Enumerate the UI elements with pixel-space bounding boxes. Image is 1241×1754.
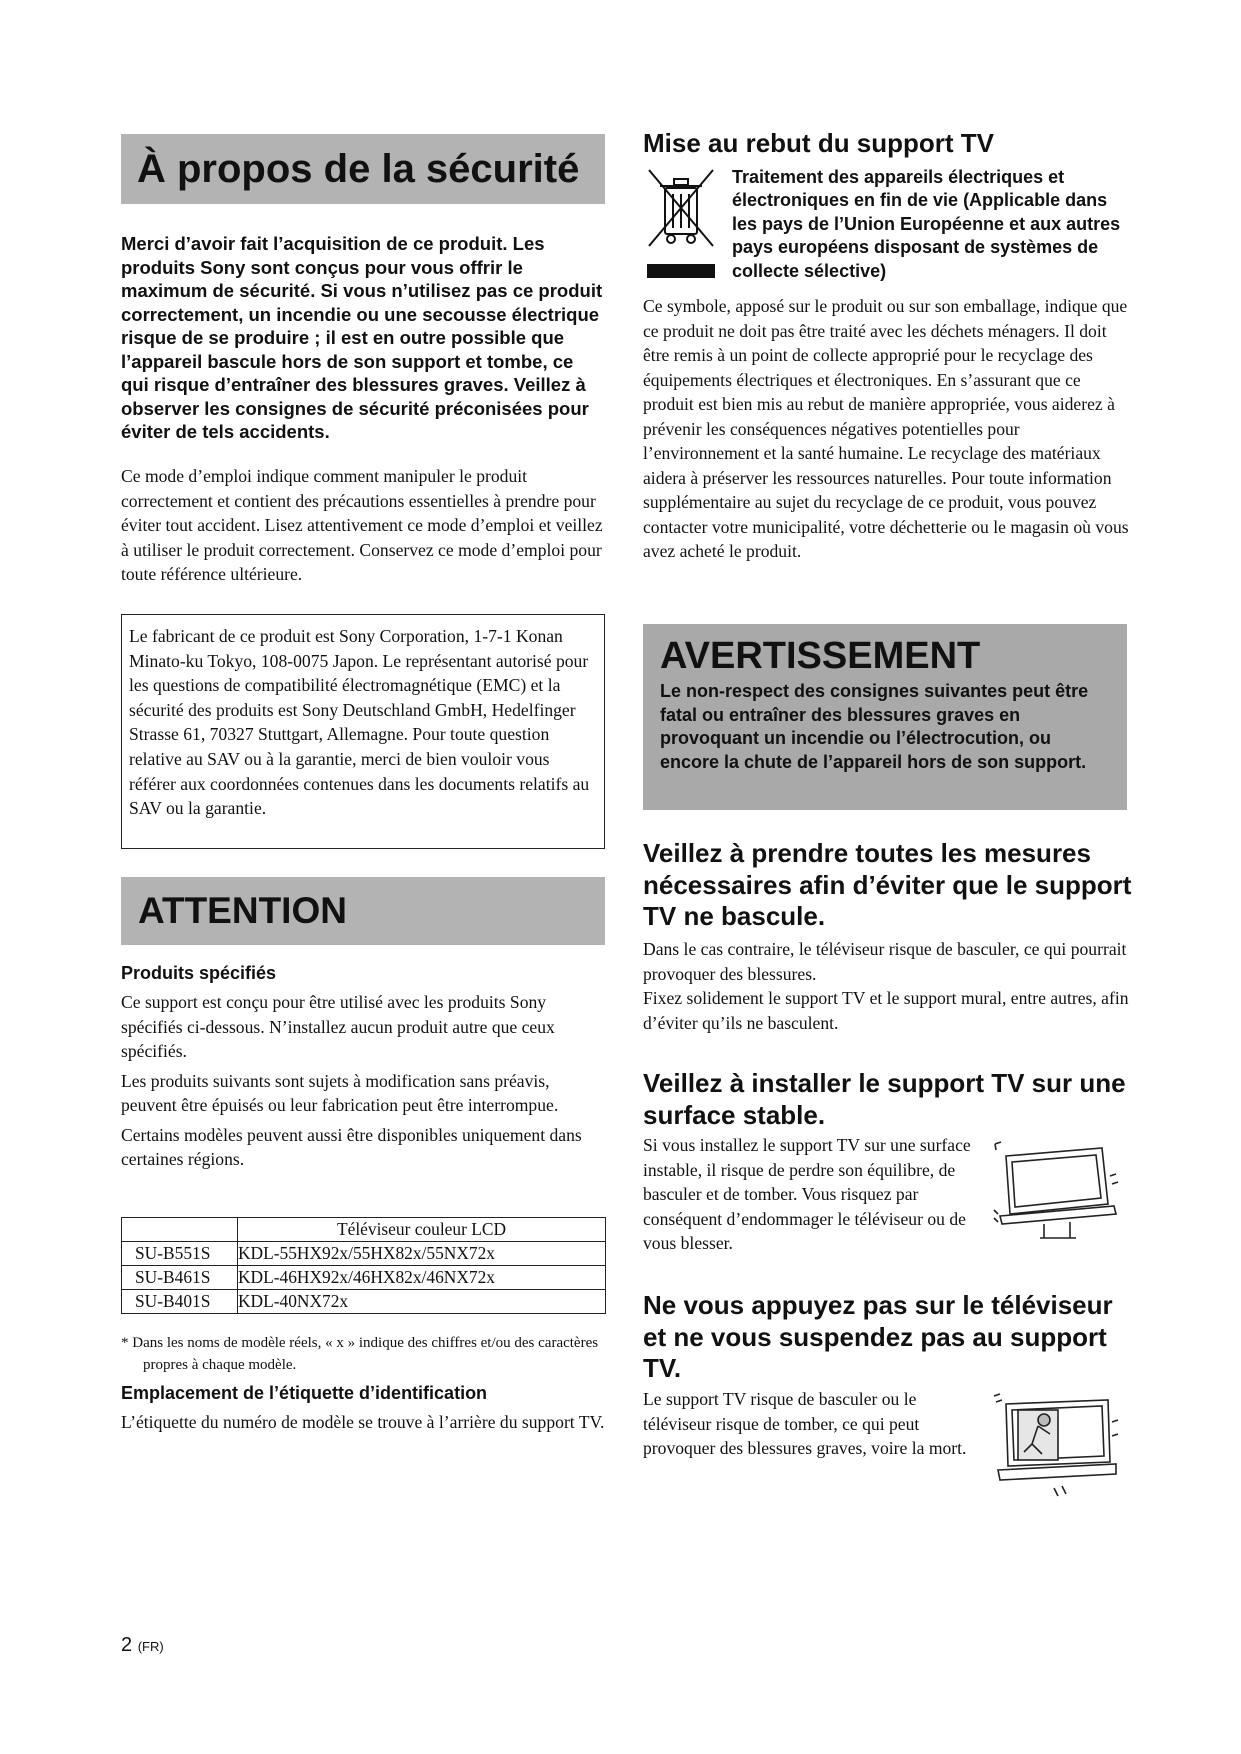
products-text — [121, 990, 607, 1177]
table-row — [122, 1266, 606, 1290]
safety-intro-bold — [121, 232, 605, 444]
page-number-value: 2 — [121, 1634, 133, 1656]
products-paragraph-2: Les produits suivants sont sujets à modification sans préavis, peuvent être épuisés ou leur fabrication peut être interrompue. — [121, 1070, 559, 1115]
weee-text: Ce symbole, apposé sur le produit ou sur son emballage, indique que ce produit ne doit pas être traité avec les déchets ménagers. Il doit être remis à un point de collecte approprié pour le recyclage des équipements électriques et électroniques. En s’assurant que ce produit est bien mis au rebut de manière appropriée, vous aiderez à prévenir les conséquences négatives potentielles pour l’environnement et la santé humaine. Le recyclage des matériaux aidera à préserver les ressources naturelles. Pour toute information supplémentaire au sujet du recyclage de ce produit, vous pouvez contacter votre municipalité, votre déchetterie ou le magasin où vous avez acheté le produit. — [643, 296, 1129, 561]
label-heading: Emplacement de l’étiquette d’identification — [121, 1383, 488, 1403]
stable-text: Si vous installez le support TV sur une surface instable, il risque de perdre son équilibre, de basculer et de tomber. Vous risquez par conséquent d’endommager le téléviseur ou de vous blesser. — [643, 1135, 971, 1253]
label-text: L’étiquette du numéro de modèle se trouve à l’arrière du support TV. — [121, 1412, 605, 1432]
warning-title: AVERTISSEMENT — [660, 635, 981, 677]
crossed-bin-icon — [645, 166, 717, 284]
weee-heading: Traitement des appareils électriques et électroniques en fin de vie (Applicable dans les pays de l’Union Européenne et aux autres pays européens disposant de systèmes de collecte sélective) — [732, 167, 1121, 281]
measures-heading: Veillez à prendre toutes les mesures nécessaires afin d’éviter que le support TV ne bascule. — [643, 838, 1132, 931]
table-cell-stand: SU-B461S — [122, 1266, 238, 1290]
measures-paragraph-1: Dans le cas contraire, le téléviseur risque de basculer, ce qui pourrait provoquer des blessures. — [643, 939, 1127, 984]
attention-title: ATTENTION — [121, 877, 605, 945]
lean-heading: Ne vous appuyez pas sur le téléviseur et ne vous suspendez pas au support TV. — [643, 1290, 1113, 1383]
products-paragraph-3: Certains modèles peuvent aussi être disponibles uniquement dans certaines régions. — [121, 1124, 582, 1169]
table-cell-tv: KDL-40NX72x — [238, 1290, 606, 1314]
tv-unstable-surface-illustration — [992, 1138, 1120, 1248]
measures-paragraph-2: Fixez solidement le support TV et le support mural, entre autres, afin d’éviter qu’ils ne basculent. — [643, 988, 1129, 1033]
products-heading: Produits spécifiés — [121, 963, 277, 983]
person-hanging-on-tv-illustration — [992, 1392, 1120, 1500]
table-header-empty — [122, 1218, 238, 1242]
table-row — [122, 1242, 606, 1266]
safety-intro-bold-text: Merci d’avoir fait l’acquisition de ce produit. Les produits Sony sont conçus pour vous offrir le maximum de sécurité. Si vous n’utilisez pas ce produit correctement, un incendie ou une secousse électrique risque de se produire ; il est en outre possible que l’appareil bascule hors de son support et tombe, ce qui risque d’entraîner des blessures graves. Veillez à observer les consignes de sécurité préconisées pour éviter de tels accidents. — [121, 233, 603, 442]
manufacturer-notice: Le fabricant de ce produit est Sony Corporation, 1-7-1 Konan Minato-ku Tokyo, 108-0075 Japon. Le représentant autorisé pour les questions de compatibilité électromagnétique (EMC) et la sécurité des produits est Sony Deutschland GmbH, Hedelfinger Strasse 61, 70327 Stuttgart, Allemagne. Pour toute question relative au SAV ou à la garantie, merci de bien vouloir vous référer aux coordonnées contenues dans les documents relatifs au SAV ou la garantie. — [121, 614, 605, 849]
lean-text: Le support TV risque de basculer ou le téléviseur risque de tomber, ce qui peut provoquer des blessures graves, voire la mort. — [643, 1389, 967, 1458]
safety-title: À propos de la sécurité — [121, 134, 605, 204]
table-cell-tv: KDL-55HX92x/55HX82x/55NX72x — [238, 1242, 606, 1266]
table-cell-tv: KDL-46HX92x/46HX82x/46NX72x — [238, 1266, 606, 1290]
model-footnote: * Dans les noms de modèle réels, « x » indique des chiffres et/ou des caractères propres à chaque modèle. — [121, 1335, 599, 1373]
table-cell-stand: SU-B551S — [122, 1242, 238, 1266]
disposal-title: Mise au rebut du support TV — [643, 128, 995, 158]
warning-box — [643, 624, 1127, 810]
stable-heading: Veillez à installer le support TV sur une surface stable. — [643, 1068, 1126, 1130]
warning-text: Le non-respect des consignes suivantes peut être fatal ou entraîner des blessures graves en provoquant un incendie ou l’électrocution, ou encore la chute de l’appareil hors de son support. — [660, 681, 1089, 772]
measures-text — [643, 937, 1133, 1035]
table-header-row — [122, 1218, 606, 1242]
page-number — [121, 1634, 164, 1657]
table-row — [122, 1290, 606, 1314]
safety-intro-text: Ce mode d’emploi indique comment manipuler le produit correctement et contient des précautions essentielles à prendre pour éviter tout accident. Lisez attentivement ce mode d’emploi et veillez à utiliser le produit correctement. Conservez ce mode d’emploi pour toute référence ultérieure. — [121, 466, 603, 584]
models-table — [121, 1217, 606, 1314]
products-paragraph-1: Ce support est conçu pour être utilisé avec les produits Sony spécifiés ci-dessous. N’installez aucun produit autre que ceux spécifiés. — [121, 992, 555, 1061]
page-language: (FR) — [137, 1639, 164, 1654]
table-header-tv: Téléviseur couleur LCD — [238, 1218, 606, 1242]
table-cell-stand: SU-B401S — [122, 1290, 238, 1314]
